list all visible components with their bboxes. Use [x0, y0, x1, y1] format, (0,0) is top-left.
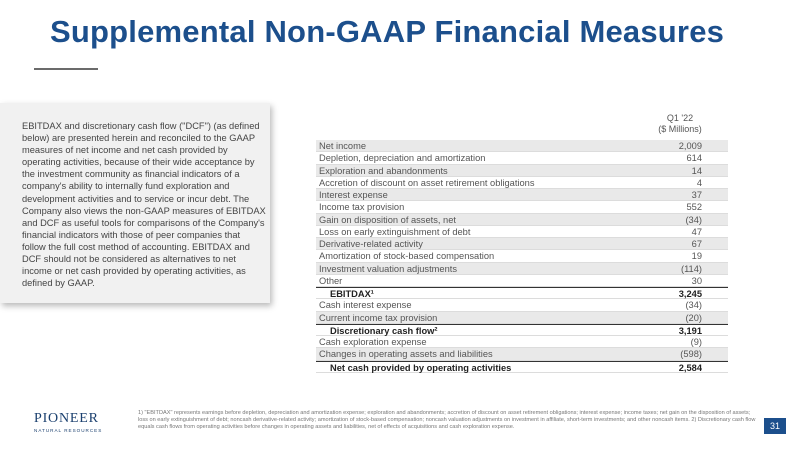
- row-value: 14: [691, 165, 702, 176]
- column-header-unit: ($ Millions): [658, 124, 702, 134]
- table-row: [316, 348, 728, 360]
- table-row: [316, 275, 728, 287]
- explanation-text: EBITDAX and discretionary cash flow ("DCF") (as defined below) are presented herein and reconciled to the GAAP measures of net income and net cash provided by operating activities, because of their wide acceptance by the investment community as financial indicators of a company's ability to internally fund exploration and development activities and to service or incur debt. The Company also views the non-GAAP measures of EBITDAX and DCF as useful tools for comparisons of the Company's financial indicators with those of peer companies that follow the full cost method of accounting. EBITDAX and DCF should not be considered as alternatives to net income or net cash provided by operating activities, as defined by GAAP.: [22, 121, 266, 289]
- row-label: Income tax provision: [319, 202, 405, 213]
- title-underline: [34, 68, 98, 70]
- row-label: Investment valuation adjustments: [319, 263, 457, 274]
- row-label: Net cash provided by operating activities: [330, 362, 512, 373]
- table-row: [316, 152, 728, 164]
- row-value: 19: [691, 251, 702, 262]
- row-value: 552: [686, 202, 702, 213]
- row-label: Depletion, depreciation and amortization: [319, 153, 486, 164]
- row-value: (9): [690, 337, 702, 347]
- row-value: 614: [686, 153, 702, 164]
- page-number: 31: [764, 418, 786, 434]
- row-label: Derivative-related activity: [319, 239, 423, 249]
- table-total-row: [316, 287, 728, 299]
- table-row: [316, 263, 728, 275]
- explanation-box: [0, 103, 270, 303]
- row-label: Discretionary cash flow²: [330, 325, 438, 336]
- logo-subtitle: NATURAL RESOURCES: [34, 428, 103, 433]
- table-row: [316, 336, 728, 348]
- row-value: (34): [685, 300, 702, 311]
- footnote: 1) "EBITDAX" represents earnings before depletion, depreciation and amortization expense; exploration and abandonments; accretion of discount on asset retirement obligations; interest expense; income taxes; net gain on the disposition of assets; loss on early extinguishment of debt; noncash derivative-related activity; amortization of stock-based compensation; noncash valuation adjustments on investment in affiliate, short-term investments; and other noncash items. 2) Discretionary cash flow equals cash flows from operating activities before changes in operating assets and liabilities, net of effects of acquisitions and cash exploration expense.: [138, 410, 756, 430]
- row-value: (114): [680, 263, 702, 274]
- row-label: Gain on disposition of assets, net: [319, 214, 456, 225]
- row-label: Exploration and abandonments: [319, 165, 448, 176]
- table-row: [316, 201, 728, 213]
- row-value: 4: [696, 177, 702, 188]
- row-value: 2,584: [678, 362, 702, 373]
- row-label: Amortization of stock-based compensation: [319, 251, 495, 262]
- row-value: (598): [680, 349, 702, 360]
- row-value: (34): [685, 214, 702, 225]
- table-row: [316, 299, 728, 311]
- row-label: Loss on early extinguishment of debt: [319, 226, 471, 237]
- column-header: [640, 113, 720, 135]
- row-label: Interest expense: [319, 190, 388, 200]
- table-row: [316, 250, 728, 262]
- table-row: [316, 312, 728, 324]
- row-value: 3,191: [678, 325, 702, 336]
- row-label: Current income tax provision: [319, 312, 438, 323]
- table-row: [316, 189, 728, 201]
- row-value: 2,009: [678, 141, 702, 151]
- table-row: [316, 165, 728, 177]
- table-row: [316, 177, 728, 189]
- row-label: EBITDAX¹: [330, 289, 374, 299]
- row-label: Cash interest expense: [319, 300, 412, 311]
- row-label: Net income: [319, 141, 367, 151]
- row-value: 37: [691, 190, 702, 200]
- table-row: [316, 140, 728, 152]
- table-row: [316, 238, 728, 250]
- row-label: Cash exploration expense: [319, 337, 427, 347]
- row-label: Changes in operating assets and liabilities: [319, 349, 493, 360]
- company-logo: [34, 411, 103, 433]
- row-value: (20): [685, 312, 702, 323]
- table-row: [316, 214, 728, 226]
- table-total-row: [316, 361, 728, 373]
- row-value: 3,245: [678, 289, 702, 299]
- table-total-row: [316, 324, 728, 336]
- row-value: 47: [691, 226, 702, 237]
- row-value: 67: [691, 239, 702, 249]
- table-row: [316, 226, 728, 238]
- row-label: Accretion of discount on asset retirement obligations: [319, 177, 535, 188]
- logo-wordmark: PIONEER: [34, 411, 99, 426]
- reconciliation-table: [316, 140, 728, 373]
- column-header-period: Q1 '22: [666, 113, 694, 123]
- row-label: Other: [319, 275, 343, 286]
- row-value: 30: [691, 275, 702, 286]
- page-title: Supplemental Non-GAAP Financial Measures: [50, 14, 725, 49]
